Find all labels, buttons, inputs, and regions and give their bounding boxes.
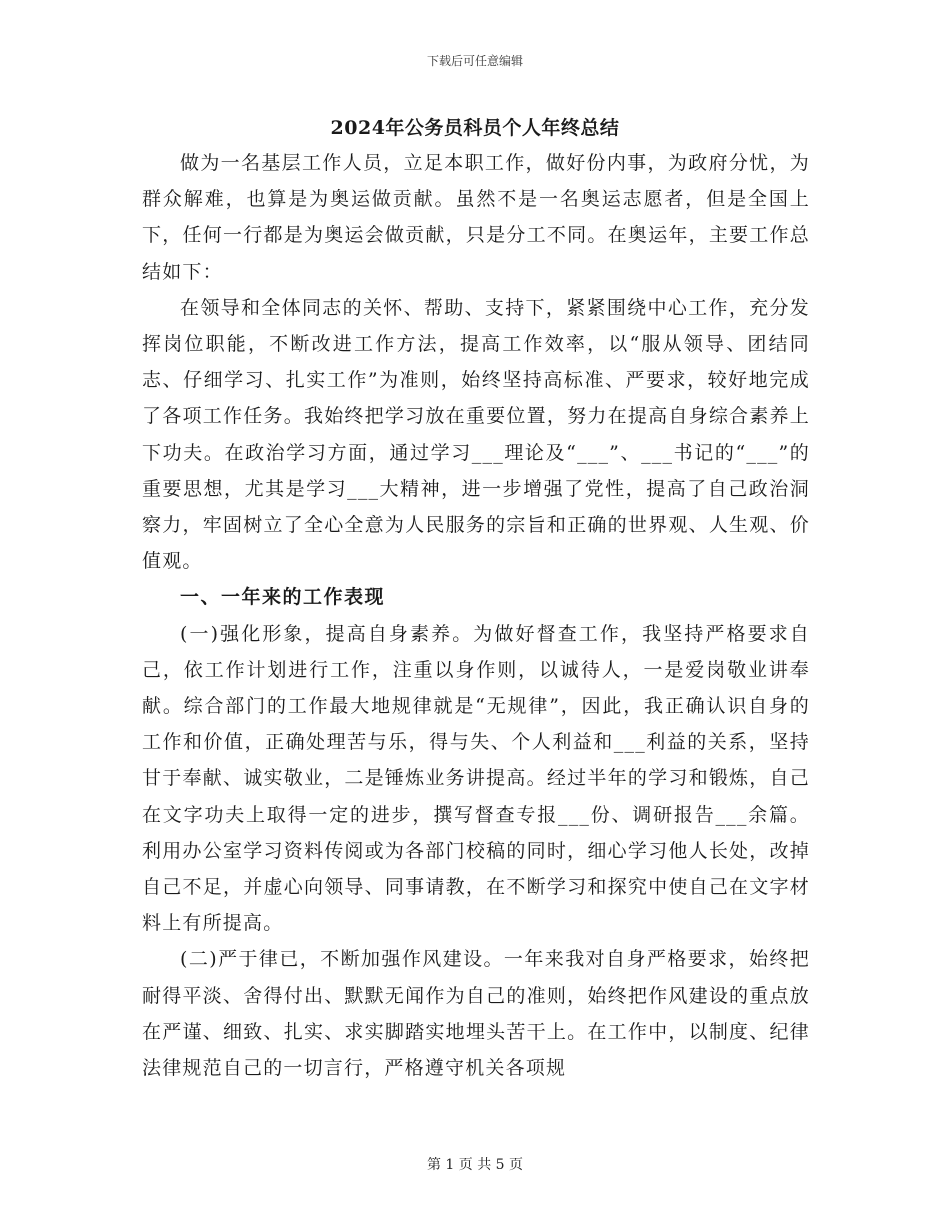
document-title: 2024年公务员科员个人年终总结 <box>330 117 620 139</box>
section-paragraph-1: (一)强化形象，提高自身素养。为做好督查工作，我坚持严格要求自己，依工作计划进行工作，注重以身作则，以诚待人，一是爱岗敬业讲奉献。综合部门的工作最大地规律就是“无规律”，因此，我正确认识自身的工作和价值，正确处理苦与乐，得与失、个人利益和___利益的关系，坚持甘于奉献、诚实敬业，二是锤炼业务讲提高。经过半年的学习和锻炼，自己在文字功夫上取得一定的进步，撰写督查专报___份、调研报告___余篇。利用办公室学习资料传阅或为各部门校稿的同时，细心学习他人长处，改掉自己不足，并虚心向领导、同事请教，在不断学习和探究中使自己在文字材料上有所提高。 <box>142 622 810 935</box>
study-paragraph: 在领导和全体同志的关怀、帮助、支持下，紧紧围绕中心工作，充分发挥岗位职能，不断改进工作方法，提高工作效率，以“服从领导、团结同志、仔细学习、扎实工作”为准则，始终坚持高标准、严要求，较好地完成了各项工作任务。我始终把学习放在重要位置，努力在提高自身综合素养上下功夫。在政治学习方面，通过学习___理论及“___”、___书记的“___”的重要思想，尤其是学习___大精神，进一步增强了党性，提高了自己政治洞察力，牢固树立了全心全意为人民服务的宗旨和正确的世界观、人生观、价值观。 <box>142 296 810 573</box>
document-body <box>142 145 810 1086</box>
intro-paragraph: 做为一名基层工作人员，立足本职工作，做好份内事，为政府分忧，为群众解难，也算是为奥运做贡献。虽然不是一名奥运志愿者，但是全国上下，任何一行都是为奥运会做贡献，只是分工不同。在奥运年，主要工作总结如下： <box>142 152 810 283</box>
section-heading: 一、一年来的工作表现 <box>180 586 386 609</box>
section-paragraph-2: (二)严于律已，不断加强作风建设。一年来我对自身严格要求，始终把耐得平淡、舍得付出、默默无闻作为自己的准则，始终把作风建设的重点放在严谨、细致、扎实、求实脚踏实地埋头苦干上。在工作中，以制度、纪律法律规范自己的一切言行，严格遵守机关各项规 <box>142 948 810 1080</box>
page-number: 第 1 页 共 5 页 <box>426 1157 524 1173</box>
header-note: 下载后可任意编辑 <box>426 54 523 68</box>
